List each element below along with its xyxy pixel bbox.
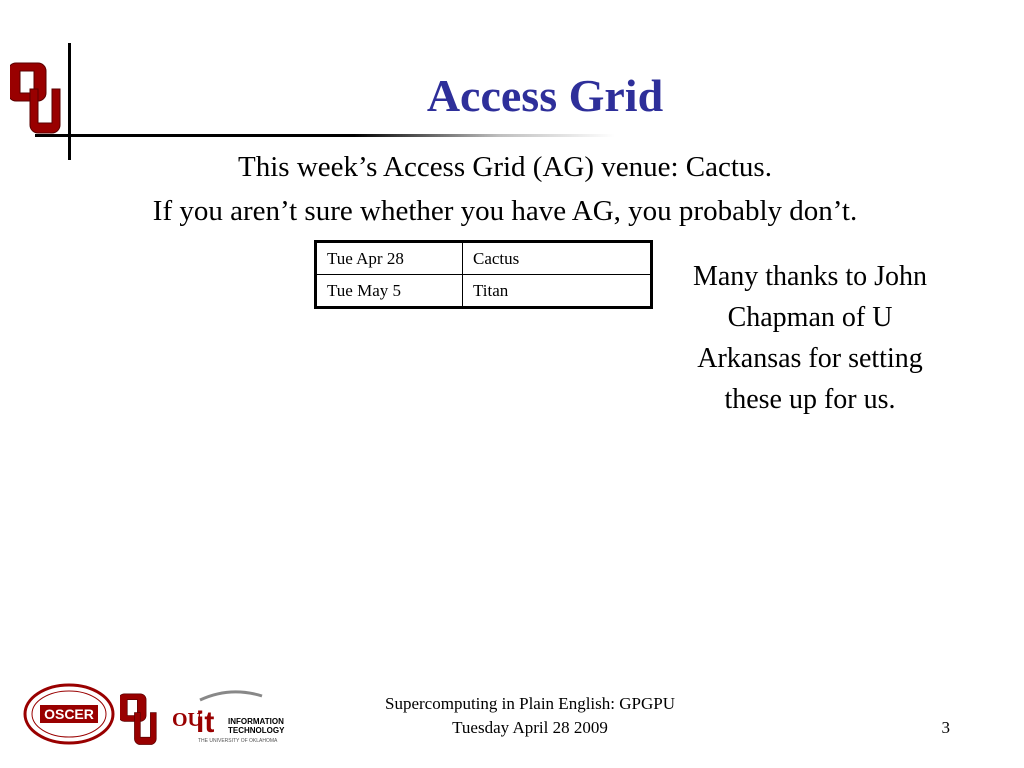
oscer-seal-icon xyxy=(22,683,116,745)
schedule-venue: Titan xyxy=(463,275,652,308)
ou-it-logo-icon xyxy=(170,690,290,746)
ou-logo-icon xyxy=(10,55,68,135)
schedule-table xyxy=(314,240,653,309)
schedule-venue: Cactus xyxy=(463,242,652,275)
footer-line2: Tuesday April 28 2009 xyxy=(452,718,608,737)
table-row xyxy=(316,275,652,308)
svg-text:OU: OU xyxy=(172,709,202,731)
ag-note: If you aren’t sure whether you have AG, you probably don’t. xyxy=(152,195,858,227)
schedule-date: Tue May 5 xyxy=(316,275,463,308)
it-text: it xyxy=(196,706,215,739)
table-row xyxy=(316,242,652,275)
page-number: 3 xyxy=(941,718,950,737)
thanks-note: Many thanks to John Chapman of U Arkansas for setting these up for us. xyxy=(692,261,928,415)
slide-title: Access Grid xyxy=(426,70,664,121)
header-vertical-rule xyxy=(68,43,71,160)
ou-small-logo-icon xyxy=(120,686,162,748)
schedule-date: Tue Apr 28 xyxy=(316,242,463,275)
it-line1: INFORMATION xyxy=(228,717,284,726)
it-line2: TECHNOLOGY xyxy=(228,726,285,735)
venue-statement: This week’s Access Grid (AG) venue: Cactus. xyxy=(238,151,772,183)
oscer-text: OSCER xyxy=(44,706,94,722)
footer-line1: Supercomputing in Plain English: GPGPU xyxy=(385,694,675,713)
footer-text xyxy=(330,692,730,740)
header-horizontal-rule xyxy=(35,134,615,137)
it-line3: THE UNIVERSITY OF OKLAHOMA xyxy=(198,738,278,744)
